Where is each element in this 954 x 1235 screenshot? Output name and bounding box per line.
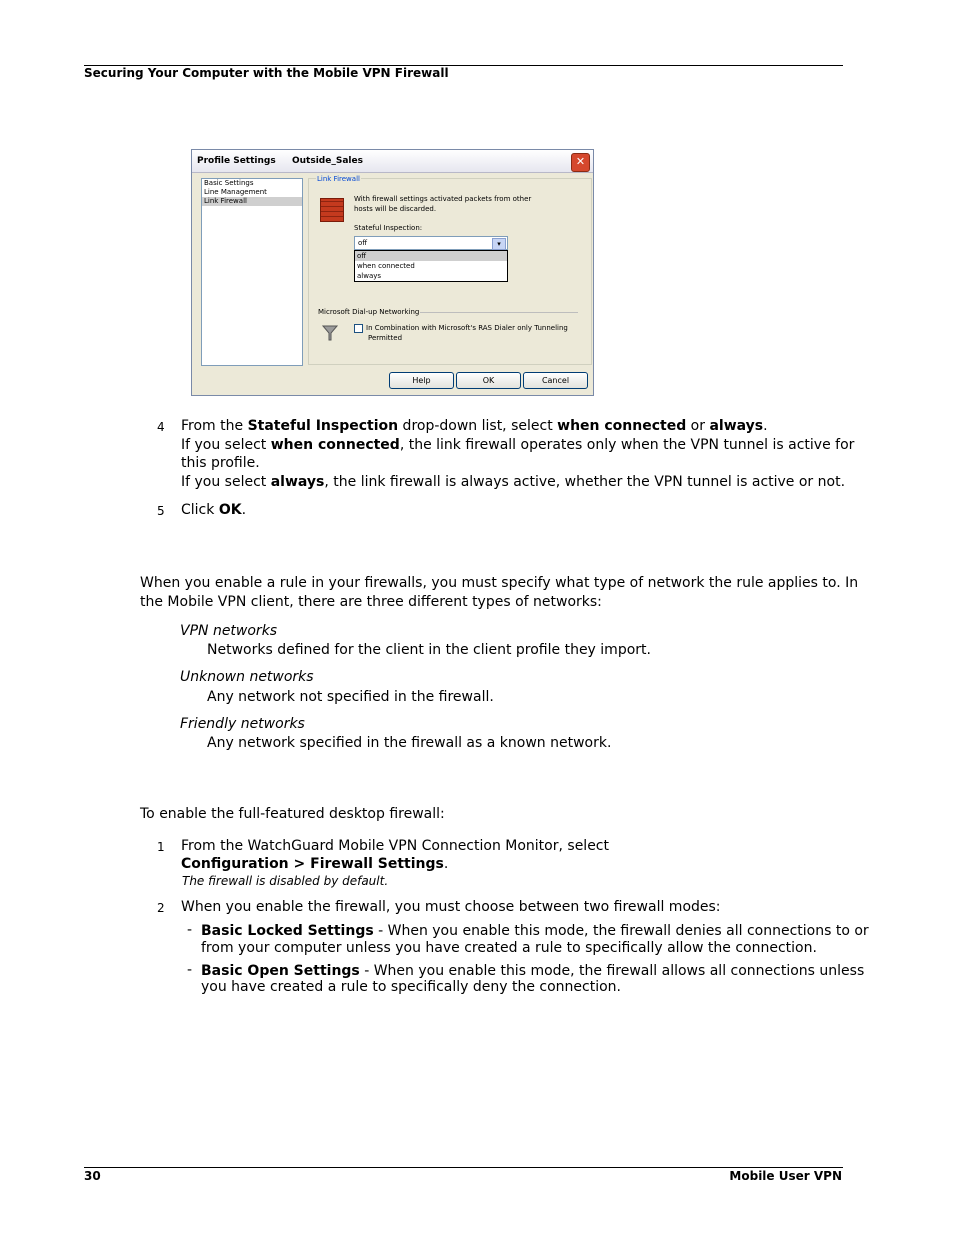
ras-dialer-label-1: In Combination with Microsoft's RAS Dialer only Tunneling <box>366 324 568 332</box>
cancel-button[interactable]: Cancel <box>523 372 588 389</box>
definition-term: VPN networks <box>180 623 278 639</box>
stateful-inspection-select[interactable] <box>354 236 508 250</box>
nav-item-basic-settings[interactable]: Basic Settings <box>204 179 254 187</box>
step-2-text: When you enable the firewall, you must choose between two firewall modes: <box>181 899 721 915</box>
group-legend: Link Firewall <box>317 175 360 183</box>
profile-settings-dialog <box>191 149 594 396</box>
firewall-icon <box>320 198 344 222</box>
dialog-profile-name: Outside_Sales <box>292 156 363 166</box>
option-when-connected[interactable]: when connected <box>357 262 415 270</box>
bullet-dash: - <box>187 962 193 978</box>
enable-intro: To enable the full-featured desktop firewall: <box>140 806 445 822</box>
firewall-description-1: With firewall settings activated packets from other <box>354 195 532 203</box>
networks-intro-1: When you enable a rule in your firewalls, you must specify what type of network the rule applies to. In <box>140 575 859 591</box>
option-off[interactable]: off <box>355 251 507 261</box>
step-4-line-2: If you select when connected, the link firewall operates only when the VPN tunnel is active for <box>181 437 855 453</box>
step-4-line-4: If you select always, the link firewall is always active, whether the VPN tunnel is active or not. <box>181 474 846 490</box>
bullet-open-line-2: you have created a rule to specifically deny the connection. <box>201 979 621 995</box>
step-number: 2 <box>157 901 165 915</box>
dialup-separator <box>420 312 578 313</box>
definition-term: Friendly networks <box>180 716 305 732</box>
running-footer: Mobile User VPN <box>729 1169 842 1183</box>
dialog-title-bar <box>192 150 593 173</box>
bullet-dash: - <box>187 922 193 938</box>
stateful-inspection-options <box>354 250 508 282</box>
network-icon <box>320 322 340 342</box>
ok-button[interactable]: OK <box>456 372 521 389</box>
step-1-note: The firewall is disabled by default. <box>182 874 389 888</box>
settings-nav-list <box>201 178 303 366</box>
ras-dialer-checkbox[interactable] <box>354 324 363 333</box>
chevron-down-icon[interactable]: ▾ <box>492 238 506 250</box>
step-number: 5 <box>157 504 165 518</box>
running-header: Securing Your Computer with the Mobile VPN Firewall <box>84 66 449 80</box>
bullet-locked-line-2: from your computer unless you have created a rule to specifically allow the connection. <box>201 940 817 956</box>
nav-item-link-firewall[interactable]: Link Firewall <box>202 197 302 206</box>
step-4-line-1: From the Stateful Inspection drop-down list, select when connected or always. <box>181 418 768 434</box>
close-icon[interactable]: ✕ <box>571 153 590 172</box>
definition-description: Any network not specified in the firewall. <box>207 689 494 705</box>
step-4-line-3: this profile. <box>181 455 260 471</box>
definition-description: Networks defined for the client in the client profile they import. <box>207 642 651 658</box>
definition-description: Any network specified in the firewall as a known network. <box>207 735 612 751</box>
help-button[interactable]: Help <box>389 372 454 389</box>
bullet-open-line-1: Basic Open Settings - When you enable this mode, the firewall allows all connections unless <box>201 963 865 979</box>
firewall-description-2: hosts will be discarded. <box>354 205 437 213</box>
stateful-inspection-label: Stateful Inspection: <box>354 224 423 232</box>
step-5-text: Click OK. <box>181 502 247 518</box>
option-always[interactable]: always <box>357 272 382 280</box>
step-number: 4 <box>157 420 165 434</box>
nav-item-line-management[interactable]: Line Management <box>204 188 267 196</box>
bullet-locked-line-1: Basic Locked Settings - When you enable this mode, the firewall denies all connections to or <box>201 923 869 939</box>
networks-intro-2: the Mobile VPN client, there are three different types of networks: <box>140 594 602 610</box>
ras-dialer-label-2: Permitted <box>368 334 403 342</box>
footer-rule <box>84 1167 843 1168</box>
definition-term: Unknown networks <box>180 669 314 685</box>
select-value: off <box>358 239 368 247</box>
dialog-title: Profile Settings <box>197 156 276 166</box>
step-1-line-1: From the WatchGuard Mobile VPN Connection Monitor, select <box>181 838 609 854</box>
step-number: 1 <box>157 840 165 854</box>
step-1-line-2: Configuration > Firewall Settings. <box>181 856 449 872</box>
dialup-label: Microsoft Dial-up Networking <box>318 308 420 316</box>
page-number: 30 <box>84 1169 101 1183</box>
